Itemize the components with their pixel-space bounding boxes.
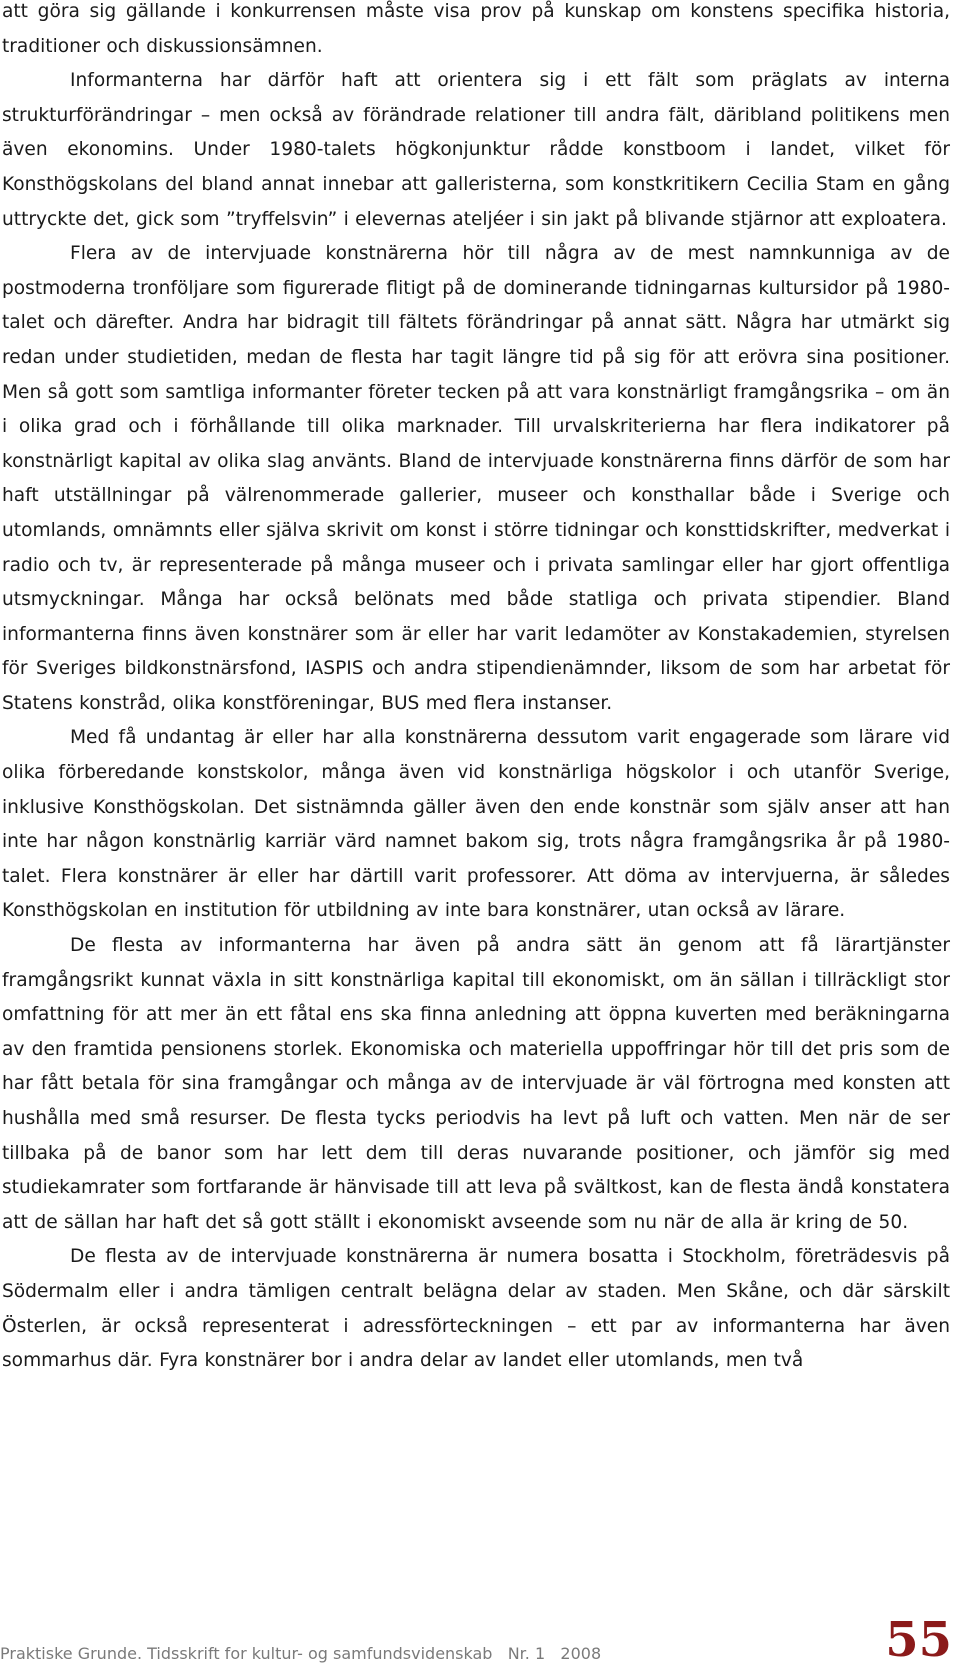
body-text — [2, 0, 950, 1379]
paragraph-2: Informanterna har därför haft att orientera sig i ett fält som präglats av interna strukturförändringar – men också av förändrade relationer till andra fält, däribland politikens men även ekonomins. Under 1980-talets högkonjunktur rådde konstboom i landet, vilket för Konsthögskolans del bland annat innebar att galleristerna, som konstkritikern Cecilia Stam en gång uttryckte det, gick som ”tryffelsvin” i elevernas ateljéer i sin jakt på blivande stjärnor att exploatera. — [2, 70, 950, 230]
footer-journal-title: Praktiske Grunde. Tidsskrift for kultur- og samfundsvidenskab Nr. 1 2008 — [0, 1644, 602, 1663]
page-number: 55 — [885, 1612, 952, 1668]
paragraph-1: att göra sig gällande i konkurrensen måste visa prov på kunskap om konstens specifika historia, traditioner och diskussionsämnen. — [2, 1, 950, 57]
paragraph-3: Flera av de intervjuade konstnärerna hör till några av de mest namnkunniga av de postmoderna tronföljare som figurerade flitigt på de dominerande tidningarnas kultursidor på 1980-talet och därefter. Andra har bidragit till fältets förändringar på annat sätt. Några har utmärkt sig redan under studietiden, medan de flesta har tagit längre tid på sig för att erövra sina positioner. Men så gott som samtliga informanter företer tecken på att vara konstnärligt framgångsrika – om än i olika grad och i förhållande till olika marknader. Till urvalskriterierna har flera indikatorer på konstnärligt kapital av olika slag använts. Bland de intervjuade konstnärerna finns därför de som har haft utställningar på välrenommerade gallerier, museer och konsthallar både i Sverige och utomlands, omnämnts eller själva skrivit om konst i större tidningar och konsttidskrifter, medverkat i radio och tv, är representerade på många museer och i privata samlingar eller har gjort offentliga utsmyckningar. Många har också belönats med både statliga och privata stipendier. Bland informanterna finns även konstnärer som är eller har varit ledamöter av Konstakademien, styrelsen för Sveriges bildkonstnärsfond, IASPIS och andra stipendienämnder, liksom de som har arbetat för Statens konstråd, olika konstföreningar, BUS med flera instanser. — [2, 243, 950, 714]
paragraph-5: De flesta av informanterna har även på andra sätt än genom att få lärartjänster framgångsrikt kunnat växla in sitt konstnärliga kapital till ekonomiskt, om än sällan i tillräckligt stor omfattning för att mer än ett fåtal ens ska finna anledning att öppna kuverten med beräkningarna av den framtida pensionens storlek. Ekonomiska och materiella uppoffringar hör till det pris som de har fått betala för sina framgångar och många av de intervjuade är väl förtrogna med konsten att hushålla med små resurser. De flesta tycks periodvis ha levt på luft och vatten. Men när de ser tillbaka på de banor som har lett dem till deras nuvarande positioner, och jämför sig med studiekamrater som fortfarande är hänvisade till att leva på svältkost, kan de flesta ändå konstatera att de sällan har haft det så gott ställt i ekonomiskt avseende som nu när de alla är kring de 50. — [2, 935, 950, 1233]
page-footer — [0, 1612, 952, 1668]
paragraph-6: De flesta av de intervjuade konstnärerna är numera bosatta i Stockholm, företrädesvis på Södermalm eller i andra tämligen centralt belägna delar av staden. Men Skåne, och där särskilt Österlen, är också representerat i adressförteckningen – ett par av informanterna har även sommarhus där. Fyra konstnärer bor i andra delar av landet eller utomlands, men två — [2, 1246, 950, 1372]
paragraph-4: Med få undantag är eller har alla konstnärerna dessutom varit engagerade som lärare vid olika förberedande konstskolor, många även vid konstnärliga högskolor i och utanför Sverige, inklusive Konsthögskolan. Det sistnämnda gäller även den ende konstnär som själv anser att han inte har någon konstnärlig karriär värd namnet bakom sig, trots några framgångsrika år på 1980-talet. Flera konstnärer är eller har därtill varit professorer. Att döma av intervjuerna, är således Konsthögskolan en institution för utbildning av inte bara konstnärer, utan också av lärare. — [2, 727, 950, 922]
